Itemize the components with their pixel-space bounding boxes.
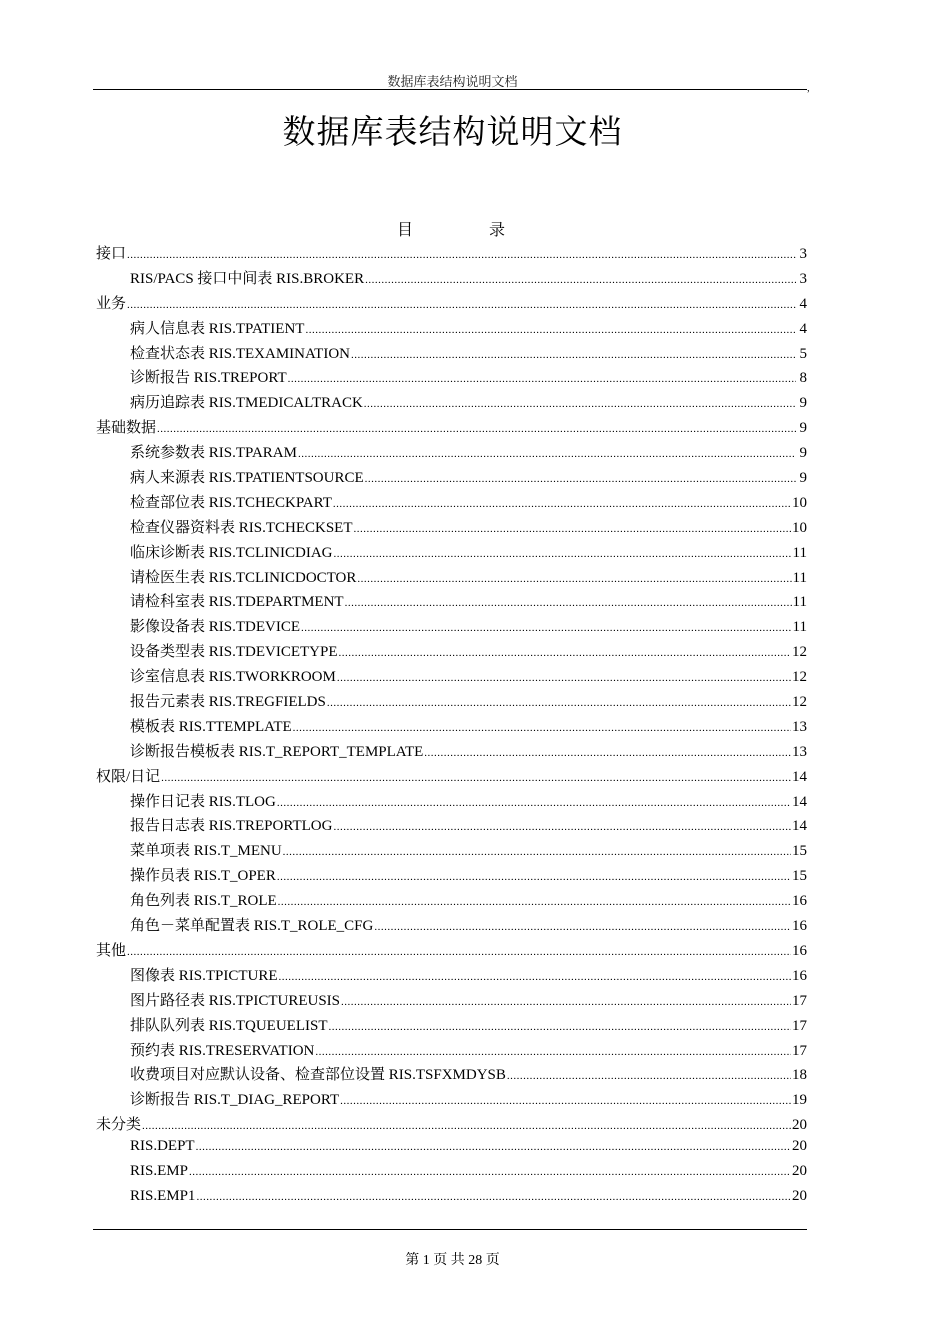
toc-heading: [397, 217, 505, 240]
toc-leader-dots: [298, 445, 796, 462]
toc-entry[interactable]: [96, 640, 807, 665]
toc-entry-label: 诊断报告 RIS.TREPORT: [130, 370, 287, 387]
toc-entry[interactable]: [96, 590, 807, 615]
toc-leader-dots: [127, 943, 791, 960]
toc-leader-dots: [334, 545, 792, 562]
toc-entry[interactable]: [96, 317, 807, 342]
toc-section-entry[interactable]: [96, 242, 807, 267]
toc-entry-page: 10: [792, 519, 807, 536]
table-of-contents: [96, 242, 807, 1213]
toc-entry[interactable]: [96, 615, 807, 640]
toc-entry[interactable]: [96, 1088, 807, 1113]
toc-section-entry[interactable]: [96, 292, 807, 317]
toc-entry[interactable]: [96, 715, 807, 740]
toc-leader-dots: [345, 594, 792, 611]
toc-entry-label: 报告元素表 RIS.TREGFIELDS: [130, 694, 326, 711]
toc-entry-page: 11: [792, 569, 807, 586]
toc-entry-page: 9: [799, 445, 807, 462]
toc-entry[interactable]: [96, 1188, 807, 1213]
toc-entry-page: 3: [799, 270, 807, 287]
toc-entry[interactable]: [96, 541, 807, 566]
toc-leader-dots: [293, 719, 791, 736]
toc-entry-label: 接口: [96, 246, 127, 262]
toc-entry-page: 15: [792, 868, 807, 885]
toc-leader-dots: [278, 893, 791, 910]
toc-entry-page: 20: [792, 1138, 807, 1155]
toc-leader-dots: [127, 296, 796, 313]
toc-entry-page: 11: [792, 544, 807, 561]
toc-entry[interactable]: [96, 466, 807, 491]
toc-entry[interactable]: [96, 814, 807, 839]
footer-rule: [93, 1229, 807, 1230]
toc-leader-dots: [277, 794, 791, 811]
toc-entry-label: RIS.EMP: [130, 1162, 188, 1179]
toc-entry[interactable]: [96, 1014, 807, 1039]
toc-entry-page: 18: [792, 1067, 807, 1084]
toc-entry[interactable]: [96, 964, 807, 989]
toc-entry-page: 4: [799, 320, 807, 337]
toc-entry-label: 诊断报告模板表 RIS.T_REPORT_TEMPLATE: [130, 743, 424, 760]
toc-entry-label: RIS/PACS 接口中间表 RIS.BROKER: [130, 270, 365, 287]
toc-entry[interactable]: [96, 391, 807, 416]
toc-entry-label: 影像设备表 RIS.TDEVICE: [130, 619, 300, 636]
toc-leader-dots: [333, 818, 791, 835]
toc-entry-page: 9: [799, 420, 807, 437]
toc-entry-page: 14: [792, 818, 807, 835]
toc-entry-label: 排队队列表 RIS.TQUEUELIST: [130, 1017, 328, 1034]
toc-leader-dots: [357, 570, 791, 587]
toc-entry-label: 系统参数表 RIS.TPARAM: [130, 445, 297, 462]
toc-entry[interactable]: [96, 989, 807, 1014]
toc-entry-page: 15: [792, 843, 807, 860]
page-footer: 第 1 页 共 28 页: [405, 1253, 500, 1268]
toc-entry-label: RIS.DEPT: [130, 1138, 195, 1155]
toc-section-entry[interactable]: [96, 1113, 807, 1138]
toc-leader-dots: [283, 843, 791, 860]
toc-leader-dots: [315, 1043, 791, 1060]
toc-entry-page: 16: [792, 893, 807, 910]
toc-leader-dots: [340, 1092, 791, 1109]
toc-entry-page: 12: [792, 644, 807, 661]
toc-entry-page: 12: [792, 694, 807, 711]
toc-entry[interactable]: [96, 690, 807, 715]
toc-leader-dots: [161, 769, 791, 786]
toc-entry-label: 设备类型表 RIS.TDEVICETYPE: [130, 644, 338, 661]
toc-entry-page: 16: [792, 918, 807, 935]
toc-entry-page: 16: [792, 942, 807, 959]
toc-leader-dots: [424, 744, 791, 761]
toc-heading-right: 录: [489, 222, 506, 239]
toc-entry[interactable]: [96, 839, 807, 864]
toc-entry-label: 预约表 RIS.TRESERVATION: [130, 1042, 315, 1059]
toc-section-entry[interactable]: [96, 416, 807, 441]
toc-leader-dots: [279, 968, 791, 985]
toc-entry-label: 角色－菜单配置表 RIS.T_ROLE_CFG: [130, 918, 374, 935]
toc-leader-dots: [277, 868, 791, 885]
toc-entry-label: 临床诊断表 RIS.TCLINICDIAG: [130, 544, 333, 561]
toc-entry-page: 14: [792, 793, 807, 810]
toc-entry-page: 17: [792, 992, 807, 1009]
toc-entry[interactable]: [96, 665, 807, 690]
toc-entry-label: 请检科室表 RIS.TDEPARTMENT: [130, 594, 344, 611]
running-header: 数据库表结构说明文档: [387, 74, 518, 89]
toc-entry[interactable]: [96, 740, 807, 765]
toc-leader-dots: [189, 1163, 791, 1180]
toc-leader-dots: [341, 993, 791, 1010]
toc-entry-label: 其他: [96, 942, 127, 959]
toc-entry-page: 10: [792, 494, 807, 511]
toc-entry-label: 图片路径表 RIS.TPICTUREUSIS: [130, 992, 341, 1009]
toc-entry-page: 20: [792, 1117, 807, 1134]
toc-leader-dots: [157, 420, 796, 437]
toc-entry-page: 9: [799, 470, 807, 487]
toc-leader-dots: [142, 1117, 791, 1134]
toc-leader-dots: [354, 520, 791, 537]
toc-entry-label: 权限/日记: [96, 768, 161, 785]
toc-entry-page: 9: [799, 395, 807, 412]
toc-heading-left: 目: [397, 222, 414, 239]
toc-entry-page: 14: [792, 768, 807, 785]
document-title: 数据库表结构说明文档: [282, 115, 623, 151]
toc-entry-page: 8: [799, 370, 807, 387]
toc-entry-page: 19: [792, 1092, 807, 1109]
toc-entry-page: 12: [792, 669, 807, 686]
toc-entry-label: 报告日志表 RIS.TREPORTLOG: [130, 818, 333, 835]
toc-entry[interactable]: [96, 1138, 807, 1163]
toc-entry-label: 检查部位表 RIS.TCHECKPART: [130, 494, 332, 511]
toc-leader-dots: [288, 370, 796, 387]
toc-entry[interactable]: [96, 790, 807, 815]
toc-entry-page: 3: [799, 246, 807, 262]
toc-entry-page: 11: [792, 594, 807, 611]
toc-entry[interactable]: [96, 1039, 807, 1064]
toc-leader-dots: [365, 470, 796, 487]
toc-entry[interactable]: [96, 342, 807, 367]
toc-entry[interactable]: [96, 491, 807, 516]
toc-entry-page: 13: [792, 718, 807, 735]
toc-entry-label: 检查仪器资料表 RIS.TCHECKSET: [130, 519, 353, 536]
toc-entry-page: 17: [792, 1042, 807, 1059]
toc-leader-dots: [127, 246, 796, 263]
toc-entry[interactable]: [96, 889, 807, 914]
toc-entry-label: 图像表 RIS.TPICTURE: [130, 967, 278, 984]
toc-entry-page: 17: [792, 1017, 807, 1034]
toc-leader-dots: [339, 644, 792, 661]
toc-entry-label: 操作员表 RIS.T_OPER: [130, 868, 276, 885]
toc-entry-label: 操作日记表 RIS.TLOG: [130, 793, 276, 810]
toc-entry[interactable]: [96, 1163, 807, 1188]
toc-leader-dots: [196, 1188, 791, 1205]
toc-section-entry[interactable]: [96, 765, 807, 790]
toc-entry-label: 收费项目对应默认设备、检查部位设置 RIS.TSFXMDYSB: [130, 1067, 506, 1084]
toc-entry-page: 20: [792, 1162, 807, 1179]
toc-entry-page: 5: [799, 345, 807, 362]
toc-entry[interactable]: [96, 566, 807, 591]
toc-entry-label: 病人来源表 RIS.TPATIENTSOURCE: [130, 470, 364, 487]
toc-entry-label: 角色列表 RIS.T_ROLE: [130, 893, 277, 910]
toc-entry[interactable]: [96, 441, 807, 466]
toc-leader-dots: [507, 1067, 791, 1084]
toc-leader-dots: [333, 495, 791, 512]
toc-entry-label: 请检医生表 RIS.TCLINICDOCTOR: [130, 569, 357, 586]
toc-leader-dots: [337, 669, 791, 686]
toc-entry-label: 检查状态表 RIS.TEXAMINATION: [130, 345, 350, 362]
toc-entry-label: 基础数据: [96, 420, 157, 437]
toc-entry[interactable]: [96, 366, 807, 391]
toc-leader-dots: [301, 619, 792, 636]
toc-entry-page: 11: [792, 619, 807, 636]
toc-entry-label: 未分类: [96, 1117, 142, 1134]
toc-leader-dots: [327, 694, 791, 711]
header-rule: [93, 89, 807, 90]
toc-entry-label: 诊室信息表 RIS.TWORKROOM: [130, 669, 336, 686]
toc-leader-dots: [364, 395, 796, 412]
toc-leader-dots: [305, 321, 796, 338]
toc-leader-dots: [374, 918, 791, 935]
toc-section-entry[interactable]: [96, 939, 807, 964]
toc-entry-label: RIS.EMP1: [130, 1187, 196, 1204]
toc-entry-page: 13: [792, 743, 807, 760]
toc-entry-label: 模板表 RIS.TTEMPLATE: [130, 718, 292, 735]
toc-entry-label: 诊断报告 RIS.T_DIAG_REPORT: [130, 1092, 340, 1109]
toc-entry[interactable]: [96, 914, 807, 939]
toc-entry[interactable]: [96, 516, 807, 541]
toc-entry-label: 业务: [96, 295, 127, 312]
toc-entry-label: 病人信息表 RIS.TPATIENT: [130, 320, 305, 337]
toc-entry-label: 菜单项表 RIS.T_MENU: [130, 843, 282, 860]
toc-leader-dots: [196, 1138, 791, 1155]
toc-entry-label: 病历追踪表 RIS.TMEDICALTRACK: [130, 395, 363, 412]
toc-leader-dots: [351, 346, 796, 363]
header-mark: ,: [807, 82, 810, 94]
toc-leader-dots: [365, 271, 796, 288]
toc-leader-dots: [329, 1018, 792, 1035]
toc-entry[interactable]: [96, 267, 807, 292]
toc-entry-page: 20: [792, 1187, 807, 1204]
toc-entry-page: 16: [792, 967, 807, 984]
toc-entry-page: 4: [799, 295, 807, 312]
toc-entry[interactable]: [96, 864, 807, 889]
toc-entry[interactable]: [96, 1063, 807, 1088]
